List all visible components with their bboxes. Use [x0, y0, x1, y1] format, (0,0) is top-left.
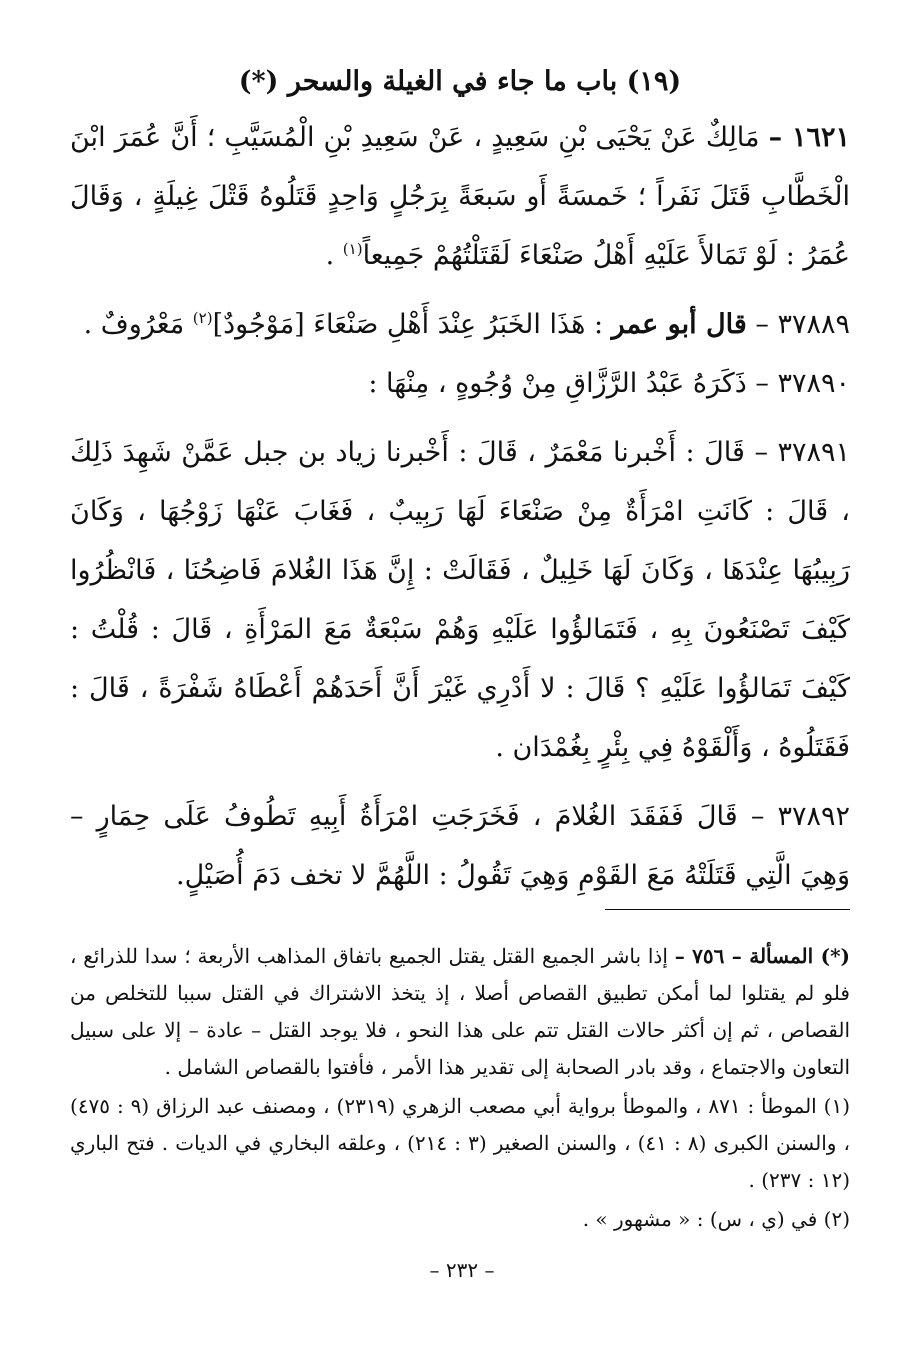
paragraph-37892	[70, 787, 850, 905]
page-number: – ٢٣٢ –	[429, 1258, 495, 1282]
paragraph-text: : هَذَا الخَبَرُ عِنْدَ أَهْلِ صَنْعَاءَ [مَوْجُودٌ]	[212, 309, 612, 340]
hadith-text: مَالِكٌ عَنْ يَحْيَى بْنِ سَعِيدٍ ، عَنْ سَعِيدِ بْنِ الْمُسَيَّبِ ؛ أَنَّ عُمَرَ ابْنَ الْخَطَّابِ قَتَلَ نَفَراً ؛ خَمسَةً أَو سَبعَةً بِرَجُلٍ وَاحِدٍ قَتَلُوهُ قَتْلَ غِيلَةٍ ، وَقَالَ عُمَرُ : لَوْ تَمَالأَ عَلَيْهِ أَهْلُ صَنْعَاءَ لَقَتَلْتُهُمْ جَمِيعاً	[70, 122, 850, 271]
chapter-heading	[70, 60, 850, 104]
hadith-1621	[70, 108, 850, 285]
footnote-masala	[70, 938, 850, 1086]
paragraph-37890	[70, 354, 850, 413]
paragraph-speaker: قال أبو عمر	[611, 309, 747, 340]
footnote-label: (٢)	[823, 1207, 850, 1231]
hadith-end: .	[325, 240, 343, 271]
footnote-text: في (ي ، س) : « مشهور » .	[582, 1207, 818, 1231]
paragraph-text: قَالَ فَفَقَدَ الغُلامَ ، فَخَرَجَتِ امْرَأَةُ أَبِيهِ تَطُوفُ عَلَى حِمَارٍ – وَهِيَ الَّتِي قَتَلَتْهُ مَعَ القَوْمِ وَهِيَ تَقُولُ : اللَّهُمَّ لا تخف دَمَ أُصَيْلٍ.	[70, 801, 850, 891]
paragraph-37889	[70, 295, 850, 354]
paragraph-number: ٣٧٨٩٠ –	[755, 368, 850, 399]
paragraph-end: مَعْرُوفٌ .	[83, 309, 193, 340]
footnote-2	[70, 1201, 850, 1238]
footnote-ref-1: (١)	[342, 240, 363, 258]
footnote-label: (*) المسألة – ٧٥٦ –	[674, 944, 850, 968]
footnotes	[70, 938, 850, 1238]
footnote-ref-2: (٢)	[192, 309, 213, 327]
chapter-marker: (*)	[238, 66, 279, 97]
document-page	[70, 60, 850, 1310]
paragraph-number: ٣٧٨٩٢ –	[750, 801, 850, 832]
footnote-separator	[605, 909, 850, 910]
paragraph-number: ٣٧٨٨٩ –	[755, 309, 850, 340]
chapter-title: (١٩) باب ما جاء في الغيلة والسحر	[287, 66, 682, 97]
paragraph-number: ٣٧٨٩١ –	[754, 437, 850, 468]
footnote-text: إذا باشر الجميع القتل يقتل الجميع باتفاق المذاهب الأربعة ؛ سدا للذرائع ، فلو لم يقتلوا لما أمكن تطبيق القصاص أصلا ، إذ يتخذ الاشتراك في القتل سببا للتخلص من القصاص ، ثم إن أكثر حالات القتل تتم على هذا النحو ، فلا يوجد القتل – عادة – إلا على سبيل التعاون والاجتماع ، وقد بادر الصحابة إلى تقدير هذا الأمر ، فأفتوا بالقصاص الشامل .	[70, 944, 850, 1079]
footnote-label: (١)	[823, 1094, 851, 1118]
paragraph-37891	[70, 423, 850, 777]
hadith-number: ١٦٢١ –	[768, 122, 850, 153]
footnote-text: الموطأ : ٨٧١ ، والموطأ برواية أبي مصعب الزهري (٢٣١٩) ، ومصنف عبد الرزاق (٩ : ٤٧٥) ، والسنن الكبرى (٨ : ٤١) ، والسنن الصغير (٣ : ٢١٤) ، وعلقه البخاري في الديات . فتح الباري (١٢ : ٢٣٧) .	[70, 1094, 850, 1192]
paragraph-text: ذَكَرَهُ عَبْدُ الرَّزَّاقِ مِنْ وُجُوهٍ ، مِنْهَا :	[368, 368, 747, 399]
paragraph-text: قَالَ : أَخْبرنا مَعْمَرٌ ، قَالَ : أَخْبرنا زياد بن جبل عَمَّنْ شَهِدَ ذَلِكَ ، قَالَ : كَانَتِ امْرَأَةٌ مِنْ صَنْعَاءَ لَهَا رَبِيبٌ ، فَغَابَ عَنْهَا زَوْجُهَا ، وَكَانَ رَبِيبُهَا عِنْدَهَا ، وَكَانَ لَهَا خَلِيلٌ ، فَقَالَتْ : إِنَّ هَذَا الغُلامَ فَاضِحُنَا ، فَانْظُرُوا كَيْفَ تَصْنَعُونَ بِهِ ، فَتَمَالؤُوا عَلَيْهِ وَهُمْ سَبْعَةٌ مَعَ المَرْأَةِ ، قَالَ : قُلْتُ : كَيْفَ تَمَالؤُوا عَلَيْهِ ؟ قَالَ : لا أَدْرِي غَيْرَ أَنَّ أَحَدَهُمْ أَعْطَاهُ شَفْرَةً ، قَالَ : فَقَتَلُوهُ ، وَأَلْقَوْهُ فِي بِئْرٍ بِغُمْدَان .	[70, 437, 850, 763]
footnote-1	[70, 1088, 850, 1199]
